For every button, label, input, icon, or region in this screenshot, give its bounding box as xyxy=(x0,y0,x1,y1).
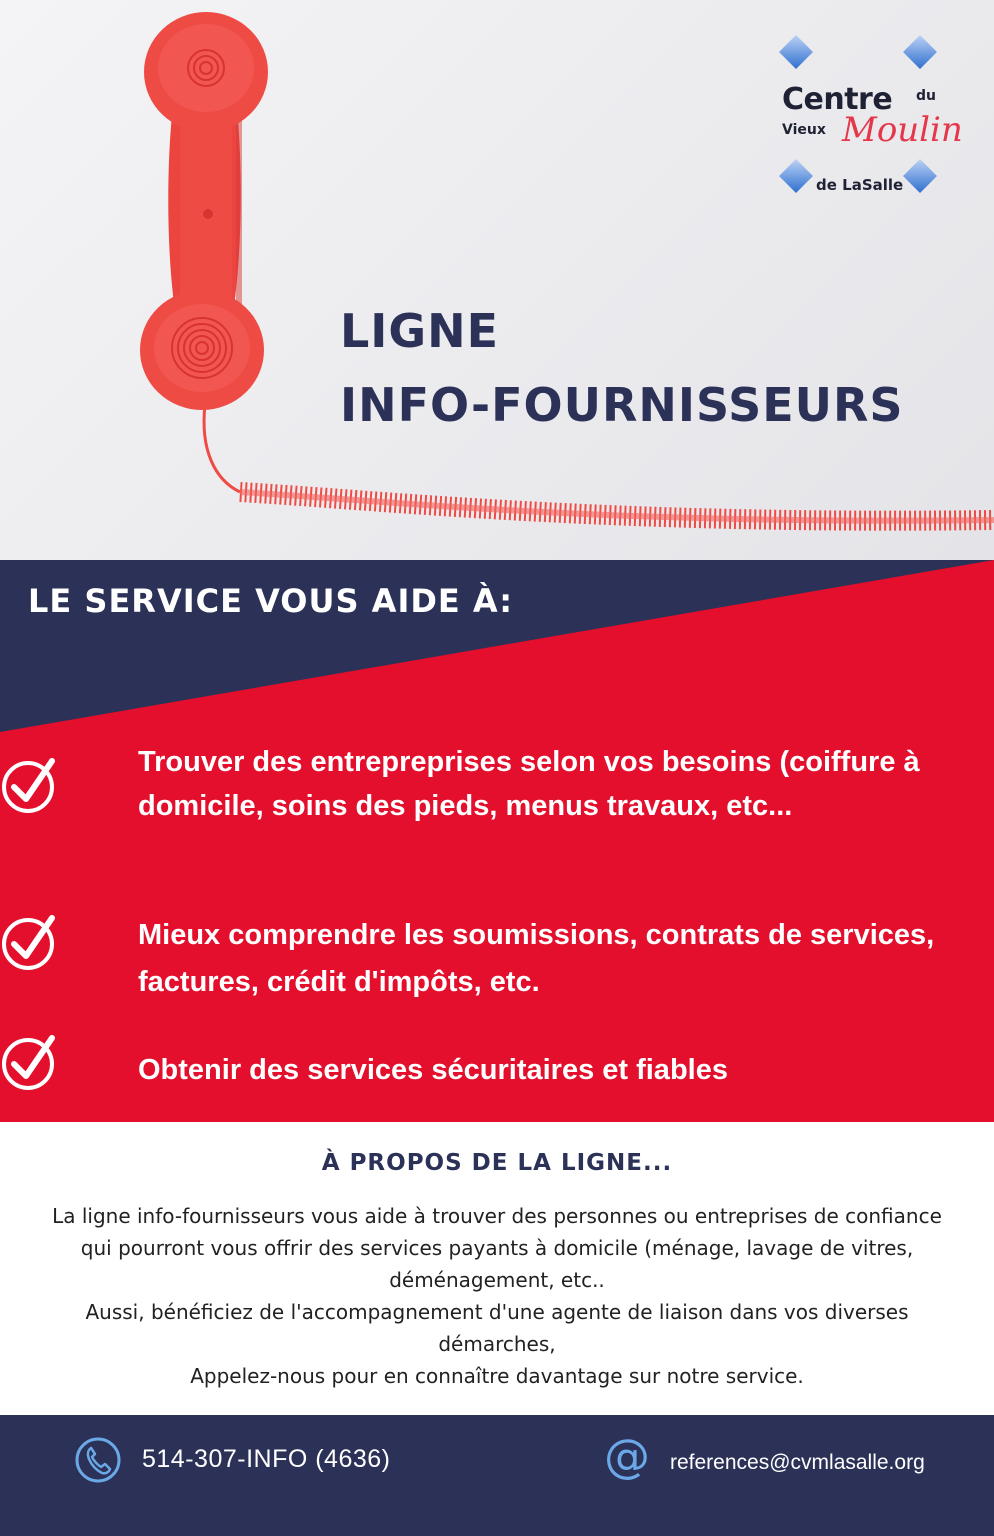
logo-diamond-icon xyxy=(779,35,813,69)
phone-number[interactable]: 514-307-INFO (4636) xyxy=(142,1445,391,1473)
about-line-1: La ligne info-fournisseurs vous aide à trouver des personnes ou entreprises de confiance qui pourront vous offrir des services payants à domicile (ménage, lavage de vitres, déménagement, etc.. xyxy=(52,1204,942,1292)
logo-vieux-text: Vieux xyxy=(782,122,826,138)
contact-footer xyxy=(0,1415,994,1536)
check-circle-icon xyxy=(0,912,60,972)
logo-diamond-icon xyxy=(903,35,937,69)
service-item-1: Trouver des entrepreprises selon vos besoins (coiffure à domicile, soins des pieds, menus travaux, etc... xyxy=(138,746,920,822)
phone-icon xyxy=(74,1436,122,1484)
logo-diamond-icon xyxy=(779,159,813,193)
organization-logo xyxy=(770,34,963,204)
banner-background xyxy=(0,560,994,1122)
about-title: À PROPOS DE LA LIGNE... xyxy=(321,1150,673,1176)
about-line-2: Aussi, bénéficiez de l'accompagnement d'une agente de liaison dans vos diverses démarches, xyxy=(85,1300,909,1356)
service-banner xyxy=(0,560,994,1122)
about-line-3: Appelez-nous pour en connaître davantage sur notre service. xyxy=(190,1364,804,1388)
logo-du-text: du xyxy=(916,88,936,104)
about-text xyxy=(40,1200,954,1392)
service-item-3: Obtenir des services sécuritaires et fiables xyxy=(138,1054,728,1086)
title-line-2: INFO-FOURNISSEURS xyxy=(340,378,904,432)
logo-centre-text: Centre xyxy=(782,82,893,117)
logo-diamond-icon xyxy=(903,159,937,193)
logo-lasalle-text: de LaSalle xyxy=(816,176,904,194)
check-circle-icon xyxy=(0,1032,60,1092)
service-heading: LE SERVICE VOUS AIDE À: xyxy=(28,582,514,620)
check-circle-icon xyxy=(0,755,60,815)
email-address[interactable]: references@cvmlasalle.org xyxy=(670,1451,925,1474)
service-item-2: Mieux comprendre les soumissions, contrats de services, factures, crédit d'impôts, etc. xyxy=(138,919,935,998)
logo-moulin-text: Moulin xyxy=(842,110,963,150)
at-icon: @ xyxy=(604,1429,650,1483)
title-line-1: LIGNE xyxy=(340,304,500,358)
hero-section xyxy=(0,0,994,560)
